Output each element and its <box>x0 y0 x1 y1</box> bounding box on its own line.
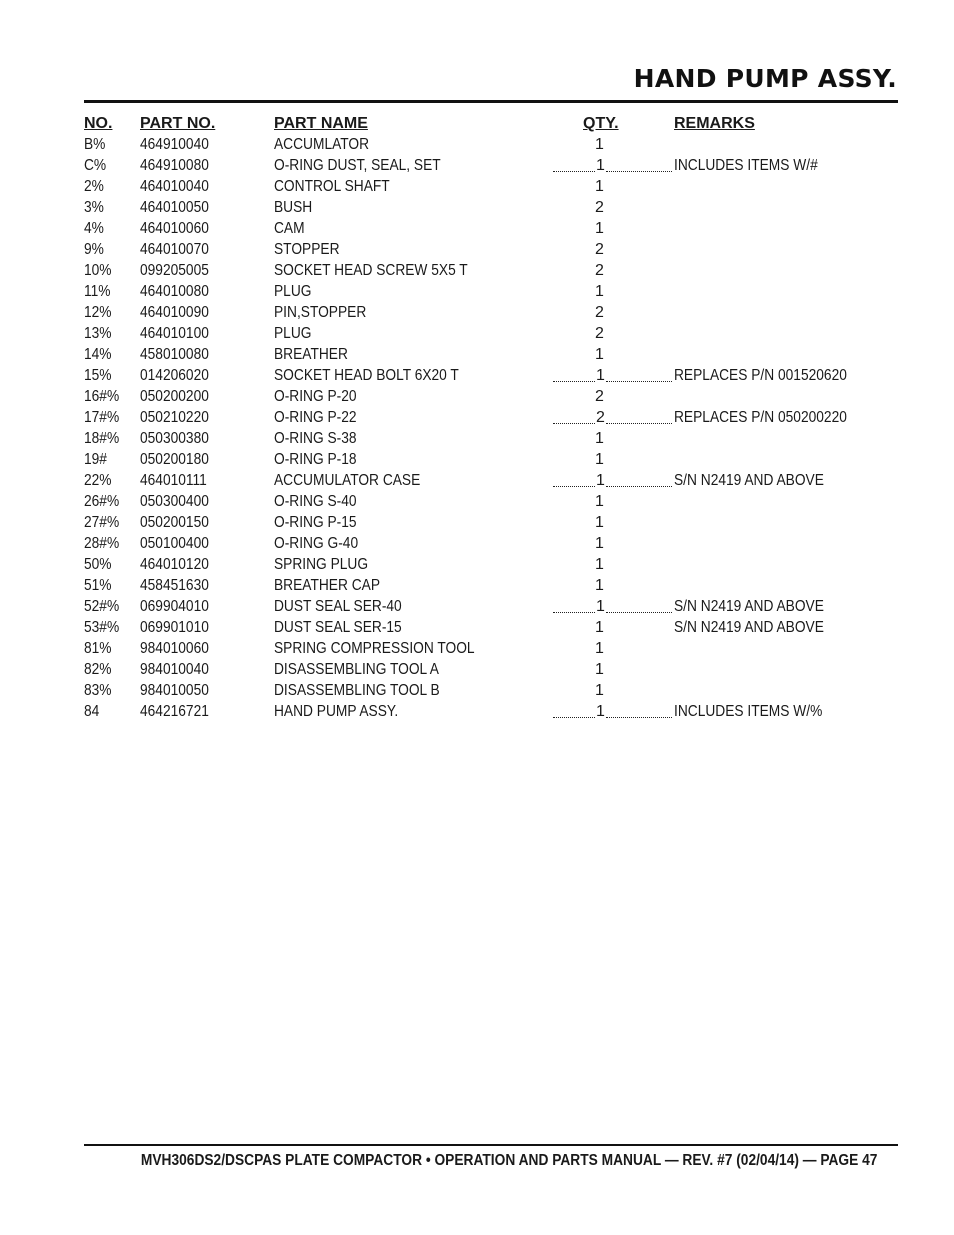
part-qty: 2 <box>595 199 604 216</box>
part-number: 464010100 <box>140 325 209 342</box>
part-number-index: B% <box>84 136 106 153</box>
part-number: 050100400 <box>140 535 209 552</box>
part-qty: 1 <box>596 367 605 384</box>
part-number-index: 26#% <box>84 493 120 510</box>
part-number-index: 17#% <box>84 409 120 426</box>
part-name: O-RING DUST, SEAL, SET <box>274 157 441 174</box>
part-remarks: S/N N2419 AND ABOVE <box>674 472 824 489</box>
table-row <box>84 596 898 617</box>
table-row <box>84 680 898 701</box>
dot-leader <box>606 169 672 172</box>
dot-leader <box>606 379 672 382</box>
part-name: ACCUMLATOR <box>274 136 370 153</box>
part-number-index: 13% <box>84 325 112 342</box>
part-qty: 2 <box>595 262 604 279</box>
part-number: 014206020 <box>140 367 209 384</box>
part-qty: 1 <box>596 598 605 615</box>
header-remarks: REMARKS <box>674 115 755 132</box>
part-remarks: INCLUDES ITEMS W/# <box>674 157 818 174</box>
part-qty: 1 <box>595 514 604 531</box>
part-qty: 1 <box>595 535 604 552</box>
part-number-index: 83% <box>84 682 112 699</box>
part-remarks: INCLUDES ITEMS W/% <box>674 703 823 720</box>
dot-leader <box>606 421 672 424</box>
part-qty: 1 <box>595 577 604 594</box>
part-name: O-RING S-38 <box>274 430 357 447</box>
header-qty: QTY. <box>583 115 619 132</box>
part-number: 464010070 <box>140 241 209 258</box>
part-number-index: 52#% <box>84 598 120 615</box>
part-name: BUSH <box>274 199 313 216</box>
part-number-index: 81% <box>84 640 112 657</box>
part-number-index: 15% <box>84 367 112 384</box>
part-number: 464010050 <box>140 199 209 216</box>
part-name: PLUG <box>274 325 312 342</box>
part-number: 050200150 <box>140 514 209 531</box>
part-name: O-RING P-20 <box>274 388 357 405</box>
part-number: 050300380 <box>140 430 209 447</box>
part-name: O-RING P-18 <box>274 451 357 468</box>
part-number: 984010040 <box>140 661 209 678</box>
dot-leader <box>553 484 595 487</box>
part-number-index: 14% <box>84 346 112 363</box>
part-qty: 2 <box>596 409 605 426</box>
part-number: 464010120 <box>140 556 209 573</box>
dot-leader <box>553 169 595 172</box>
part-number-index: 3% <box>84 199 104 216</box>
part-qty: 2 <box>595 304 604 321</box>
table-row <box>84 554 898 575</box>
part-remarks: REPLACES P/N 001520620 <box>674 367 847 384</box>
page-footer: MVH306DS2/DSCPAS PLATE COMPACTOR • OPERATION AND PARTS MANUAL — REV. #7 (02/04/14) — PAGE 47 <box>140 1152 877 1169</box>
part-qty: 1 <box>595 430 604 447</box>
part-number: 458010080 <box>140 346 209 363</box>
part-number: 050210220 <box>140 409 209 426</box>
part-number: 050200200 <box>140 388 209 405</box>
part-number-index: 84 <box>84 703 100 720</box>
table-row <box>84 323 898 344</box>
part-qty: 1 <box>595 619 604 636</box>
part-number-index: 19# <box>84 451 107 468</box>
dot-leader <box>606 610 672 613</box>
part-number: 099205005 <box>140 262 209 279</box>
part-name: HAND PUMP ASSY. <box>274 703 399 720</box>
part-qty: 1 <box>595 451 604 468</box>
part-qty: 1 <box>595 220 604 237</box>
part-qty: 2 <box>595 388 604 405</box>
header-no: NO. <box>84 115 113 132</box>
part-remarks: S/N N2419 AND ABOVE <box>674 619 824 636</box>
table-row <box>84 260 898 281</box>
part-number-index: C% <box>84 157 107 174</box>
table-row <box>84 365 898 386</box>
part-qty: 1 <box>595 493 604 510</box>
part-qty: 1 <box>595 661 604 678</box>
part-qty: 2 <box>595 325 604 342</box>
table-row <box>84 386 898 407</box>
part-name: O-RING S-40 <box>274 493 357 510</box>
table-row <box>84 218 898 239</box>
part-name: SOCKET HEAD SCREW 5X5 T <box>274 262 468 279</box>
table-row <box>84 134 898 155</box>
part-number-index: 82% <box>84 661 112 678</box>
part-number-index: 4% <box>84 220 104 237</box>
table-row <box>84 155 898 176</box>
part-number: 464010060 <box>140 220 209 237</box>
table-row <box>84 638 898 659</box>
table-row <box>84 533 898 554</box>
part-name: BREATHER CAP <box>274 577 381 594</box>
table-row <box>84 470 898 491</box>
part-qty: 1 <box>595 640 604 657</box>
part-name: DUST SEAL SER-15 <box>274 619 402 636</box>
part-number-index: 22% <box>84 472 112 489</box>
part-remarks: REPLACES P/N 050200220 <box>674 409 847 426</box>
part-qty: 1 <box>595 346 604 363</box>
dot-leader <box>553 610 595 613</box>
part-name: STOPPER <box>274 241 340 258</box>
part-name: PLUG <box>274 283 312 300</box>
part-name: CAM <box>274 220 305 237</box>
part-number: 464910040 <box>140 136 209 153</box>
table-row <box>84 575 898 596</box>
part-name: O-RING P-15 <box>274 514 357 531</box>
part-name: ACCUMULATOR CASE <box>274 472 421 489</box>
table-row <box>84 617 898 638</box>
title-rule <box>84 100 898 103</box>
part-name: SPRING COMPRESSION TOOL <box>274 640 475 657</box>
part-number: 069904010 <box>140 598 209 615</box>
table-row <box>84 281 898 302</box>
part-name: O-RING G-40 <box>274 535 359 552</box>
part-qty: 1 <box>596 472 605 489</box>
header-part-name: PART NAME <box>274 115 368 132</box>
dot-leader <box>553 715 595 718</box>
part-qty: 1 <box>595 556 604 573</box>
part-number: 464010080 <box>140 283 209 300</box>
part-number-index: 16#% <box>84 388 120 405</box>
table-row <box>84 176 898 197</box>
table-row <box>84 344 898 365</box>
part-number: 984010060 <box>140 640 209 657</box>
table-row <box>84 407 898 428</box>
part-number-index: 50% <box>84 556 112 573</box>
footer-rule <box>84 1144 898 1146</box>
part-qty: 1 <box>595 136 604 153</box>
part-name: DUST SEAL SER-40 <box>274 598 402 615</box>
table-row <box>84 701 898 722</box>
part-qty: 1 <box>596 157 605 174</box>
part-qty: 1 <box>596 703 605 720</box>
part-name: DISASSEMBLING TOOL A <box>274 661 439 678</box>
part-number: 458451630 <box>140 577 209 594</box>
header-part-no: PART NO. <box>140 115 216 132</box>
part-number-index: 51% <box>84 577 112 594</box>
table-row <box>84 449 898 470</box>
part-number-index: 28#% <box>84 535 120 552</box>
part-name: PIN,STOPPER <box>274 304 367 321</box>
part-remarks: S/N N2419 AND ABOVE <box>674 598 824 615</box>
part-number-index: 53#% <box>84 619 120 636</box>
table-row <box>84 428 898 449</box>
part-name: CONTROL SHAFT <box>274 178 390 195</box>
part-number: 464216721 <box>140 703 209 720</box>
dot-leader <box>553 379 595 382</box>
part-number: 464010111 <box>140 472 207 489</box>
part-qty: 1 <box>595 682 604 699</box>
dot-leader <box>606 484 672 487</box>
part-number-index: 11% <box>84 283 111 300</box>
page-title: HAND PUMP ASSY. <box>633 64 897 93</box>
part-number: 984010050 <box>140 682 209 699</box>
part-number: 464010040 <box>140 178 209 195</box>
parts-table <box>84 113 898 722</box>
part-number-index: 9% <box>84 241 104 258</box>
table-header-row <box>84 113 898 134</box>
part-number: 464010090 <box>140 304 209 321</box>
part-number-index: 27#% <box>84 514 120 531</box>
table-row <box>84 302 898 323</box>
dot-leader <box>553 421 595 424</box>
part-name: DISASSEMBLING TOOL B <box>274 682 440 699</box>
part-number-index: 2% <box>84 178 104 195</box>
table-row <box>84 239 898 260</box>
part-name: BREATHER <box>274 346 348 363</box>
part-number: 464910080 <box>140 157 209 174</box>
dot-leader <box>606 715 672 718</box>
table-row <box>84 491 898 512</box>
table-row <box>84 197 898 218</box>
part-name: SPRING PLUG <box>274 556 369 573</box>
part-number-index: 18#% <box>84 430 120 447</box>
part-name: O-RING P-22 <box>274 409 357 426</box>
part-number: 050300400 <box>140 493 209 510</box>
table-body <box>84 134 898 722</box>
part-qty: 1 <box>595 178 604 195</box>
part-number-index: 12% <box>84 304 112 321</box>
table-row <box>84 659 898 680</box>
part-number: 050200180 <box>140 451 209 468</box>
part-name: SOCKET HEAD BOLT 6X20 T <box>274 367 459 384</box>
part-number-index: 10% <box>84 262 112 279</box>
part-qty: 1 <box>595 283 604 300</box>
part-number: 069901010 <box>140 619 209 636</box>
table-row <box>84 512 898 533</box>
part-qty: 2 <box>595 241 604 258</box>
